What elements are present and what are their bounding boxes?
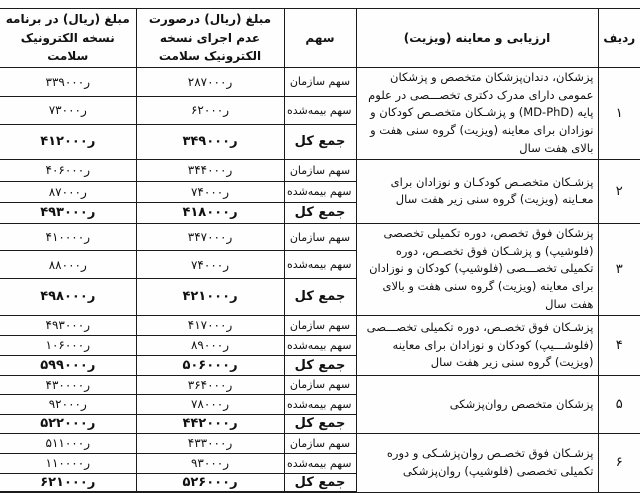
share-type-cell: سهم سازمان xyxy=(284,159,356,181)
amount-without-escript-cell: ۷۴ر۰۰۰ xyxy=(136,181,284,202)
amount-with-escript-cell: ۱۱۰ر۰۰۰ xyxy=(0,453,136,473)
row-number-cell: ۲ xyxy=(598,159,640,223)
service-description-cell: پزشـکان فوق تخصـص روان‌پزشـکی و دوره تکمیلی تخصصی (فلوشیپ) روان‌پزشکی xyxy=(356,433,598,492)
amount-with-escript-cell: ۸۸ر۰۰۰ xyxy=(0,251,136,279)
header-service-description: ارزیابی و معاینه (ویزیت) xyxy=(356,9,598,68)
amount-without-escript-cell: ۳۴۴ر۰۰۰ xyxy=(136,159,284,181)
share-type-cell: جمع کل xyxy=(284,414,356,433)
amount-with-escript-cell: ۴۹۳ر۰۰۰ xyxy=(0,315,136,335)
share-type-cell: جمع کل xyxy=(284,473,356,492)
amount-with-escript-cell: ۴۱۰ر۰۰۰ xyxy=(0,223,136,251)
table-row xyxy=(0,315,640,335)
service-description-cell: پزشکان فوق تخصص، دوره تکمیلی تخصصی (فلوشیپ) و پزشـکان فوق تخصـص، دوره تکمیلی تخصـــصی (فلوشیپ) کودکان و نوزادان برای معاینه (ویزیت) گروه سنی هفت و بالای هفت سال xyxy=(356,223,598,315)
amount-with-escript-cell: ۵۱۱ر۰۰۰ xyxy=(0,433,136,453)
amount-with-escript-cell: ۵۹۹ر۰۰۰ xyxy=(0,355,136,375)
share-type-cell: سهم بیمه‌شده xyxy=(284,96,356,124)
row-number-cell: ۱ xyxy=(598,67,640,159)
share-type-cell: سهم بیمه‌شده xyxy=(284,394,356,414)
amount-without-escript-cell: ۹۳ر۰۰۰ xyxy=(136,453,284,473)
amount-without-escript-cell: ۵۲۶ر۰۰۰ xyxy=(136,473,284,492)
table-row xyxy=(0,375,640,394)
share-type-cell: سهم سازمان xyxy=(284,223,356,251)
amount-without-escript-cell: ۸۹ر۰۰۰ xyxy=(136,335,284,355)
amount-without-escript-cell: ۷۴ر۰۰۰ xyxy=(136,251,284,279)
amount-without-escript-cell: ۶۲ر۰۰۰ xyxy=(136,96,284,124)
share-type-cell: جمع کل xyxy=(284,202,356,223)
amount-without-escript-cell: ۷۸ر۰۰۰ xyxy=(136,394,284,414)
header-amount-without-escript: مبلغ (ریال) درصورت عدم اجرای نسخه الکترونیک سلامت xyxy=(136,9,284,68)
header-row-number: ردیف xyxy=(598,9,640,68)
share-type-cell: جمع کل xyxy=(284,124,356,159)
service-description-cell: پزشـکان متخصـص کودکـان و نوزادان برای معـاینه (ویزیت) گروه سنی زیر هفت سال xyxy=(356,159,598,223)
amount-with-escript-cell: ۳۳۹ر۰۰۰ xyxy=(0,67,136,96)
amount-with-escript-cell: ۷۳ر۰۰۰ xyxy=(0,96,136,124)
service-description-cell: پزشـکان فوق تخصـص، دوره تکمیلی تخصـــصی (فلوشـــیپ) کودکان و نوزادان برای معاینه (ویزیت) گروه سنی زیر هفت سال xyxy=(356,315,598,375)
amount-without-escript-cell: ۳۴۹ر۰۰۰ xyxy=(136,124,284,159)
header-share-type: سهم xyxy=(284,9,356,68)
share-type-cell: سهم بیمه‌شده xyxy=(284,251,356,279)
share-type-cell: جمع کل xyxy=(284,355,356,375)
amount-with-escript-cell: ۸۷ر۰۰۰ xyxy=(0,181,136,202)
share-type-cell: سهم سازمان xyxy=(284,315,356,335)
row-number-cell: ۳ xyxy=(598,223,640,315)
amount-without-escript-cell: ۳۶۴ر۰۰۰ xyxy=(136,375,284,394)
service-description-cell: پزشکان متخصص روان‌پزشکی xyxy=(356,375,598,433)
table-row xyxy=(0,159,640,181)
table-row xyxy=(0,433,640,453)
share-type-cell: سهم سازمان xyxy=(284,433,356,453)
row-number-cell: ۴ xyxy=(598,315,640,375)
tariff-table xyxy=(0,8,640,493)
share-type-cell: جمع کل xyxy=(284,279,356,316)
amount-with-escript-cell: ۶۲۱ر۰۰۰ xyxy=(0,473,136,492)
amount-without-escript-cell: ۴۱۷ر۰۰۰ xyxy=(136,315,284,335)
service-description-cell: پزشکان، دندان‌پزشکان متخصص و پزشکان عمومی دارای مدرک دکتری تخصـــصی در علوم پایه (MD-PhD) و پزشـکان متخصـص کودکان و نوزادان برای معاینه (ویزیت) گروه سنی هفت و بالای هفت سال xyxy=(356,67,598,159)
amount-without-escript-cell: ۲۸۷ر۰۰۰ xyxy=(136,67,284,96)
amount-with-escript-cell: ۴۱۲ر۰۰۰ xyxy=(0,124,136,159)
table-row xyxy=(0,223,640,251)
amount-without-escript-cell: ۴۲۱ر۰۰۰ xyxy=(136,279,284,316)
table-row xyxy=(0,67,640,96)
amount-without-escript-cell: ۴۴۲ر۰۰۰ xyxy=(136,414,284,433)
amount-with-escript-cell: ۴۹۸ر۰۰۰ xyxy=(0,279,136,316)
share-type-cell: سهم بیمه‌شده xyxy=(284,453,356,473)
row-number-cell: ۵ xyxy=(598,375,640,433)
header-amount-with-escript: مبلغ (ریال) در برنامه نسخه الکترونیک سلامت xyxy=(0,9,136,68)
amount-without-escript-cell: ۴۱۸ر۰۰۰ xyxy=(136,202,284,223)
amount-with-escript-cell: ۴۳۰ر۰۰۰ xyxy=(0,375,136,394)
amount-without-escript-cell: ۳۴۷ر۰۰۰ xyxy=(136,223,284,251)
share-type-cell: سهم بیمه‌شده xyxy=(284,181,356,202)
share-type-cell: سهم بیمه‌شده xyxy=(284,335,356,355)
amount-with-escript-cell: ۱۰۶ر۰۰۰ xyxy=(0,335,136,355)
amount-with-escript-cell: ۴۰۶ر۰۰۰ xyxy=(0,159,136,181)
header-row xyxy=(0,9,640,68)
row-number-cell: ۶ xyxy=(598,433,640,492)
amount-with-escript-cell: ۴۹۳ر۰۰۰ xyxy=(0,202,136,223)
amount-without-escript-cell: ۵۰۶ر۰۰۰ xyxy=(136,355,284,375)
share-type-cell: سهم سازمان xyxy=(284,67,356,96)
amount-without-escript-cell: ۴۳۳ر۰۰۰ xyxy=(136,433,284,453)
amount-with-escript-cell: ۵۲۲ر۰۰۰ xyxy=(0,414,136,433)
share-type-cell: سهم سازمان xyxy=(284,375,356,394)
amount-with-escript-cell: ۹۲ر۰۰۰ xyxy=(0,394,136,414)
